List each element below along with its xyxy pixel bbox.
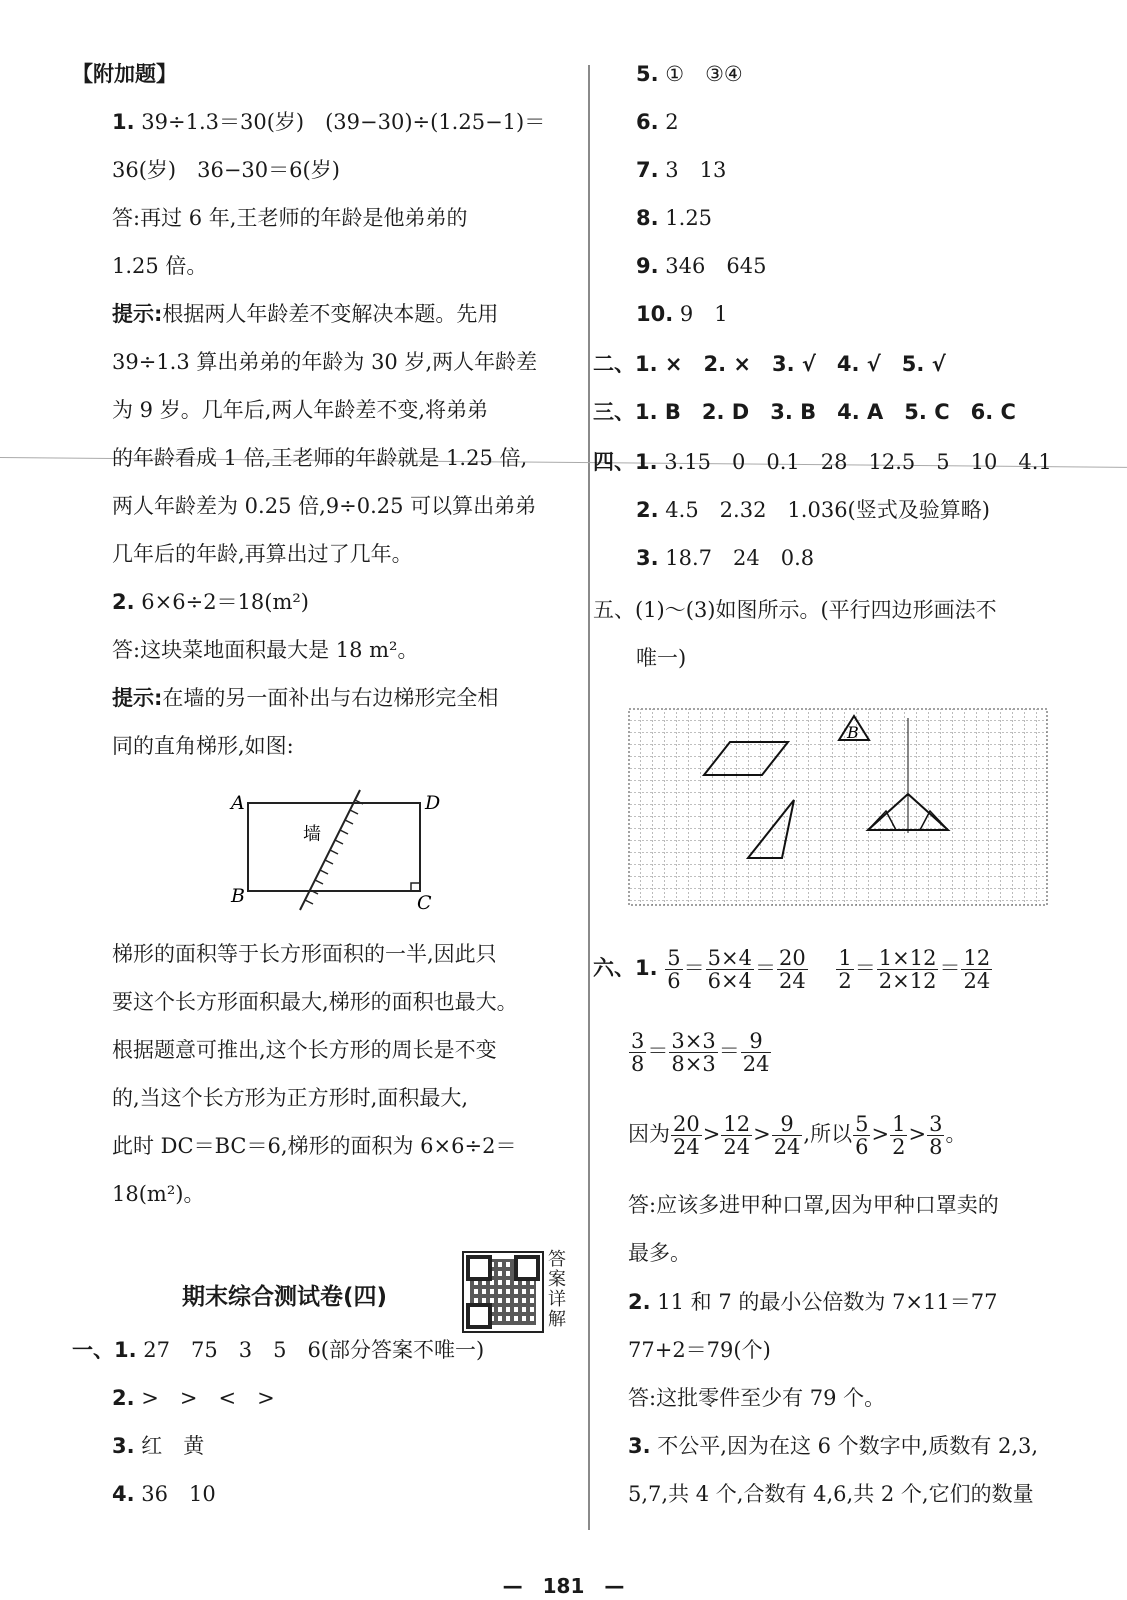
item-number: 3.	[628, 1434, 651, 1458]
wall-hatching	[305, 800, 363, 904]
fraction-line-2: $\frac{3}{8}$ ＝ $\frac{3\times 3}{8\times 3}$ ＝ $\frac{9}{24}$	[631, 1029, 770, 1077]
item-number: 2.	[636, 498, 659, 522]
qr-code[interactable]	[462, 1251, 544, 1333]
right-line: 5. ① ③④	[636, 62, 743, 86]
grid-background	[629, 709, 1047, 905]
left-line: 根据题意可推出,这个长方形的周长是不变	[112, 1038, 497, 1062]
right-angle-mark	[411, 883, 420, 891]
left-line: 提示:在墙的另一面补出与右边梯形完全相	[112, 686, 499, 710]
column-divider	[588, 65, 590, 1530]
left-line: 39÷1.3 算出弟弟的年龄为 30 岁,两人年龄差	[112, 350, 538, 374]
right-line: 7. 3 13	[636, 158, 727, 182]
fraction: $\frac{9}{24}$	[773, 1112, 801, 1160]
right-line: 答:应该多进甲种口罩,因为甲种口罩卖的	[628, 1193, 999, 1217]
hint-label: 提示:	[112, 302, 163, 326]
right-line: 9. 346 645	[636, 254, 767, 278]
item-number: 10.	[636, 302, 674, 326]
left-line: 1. 39÷1.3＝30(岁) (39−30)÷(1.25−1)＝	[112, 110, 546, 134]
label-d: D	[425, 792, 441, 814]
label-wall: 墙	[303, 824, 321, 845]
fraction-line-1: 六、1. $\frac{5}{6}$ ＝ $\frac{5\times 4}{6\times 4}$ ＝ $\frac{20}{24}$ $\frac{1}{2}$ ＝ $\frac{1\times 12}{2\times 12}$ ＝ $\frac{12}{24}$	[593, 946, 991, 994]
left-line: 的年龄看成 1 倍,王老师的年龄就是 1.25 倍,	[112, 446, 528, 470]
left-line: 几年后的年龄,再算出过了几年。	[112, 542, 413, 566]
fraction: $\frac{12}{24}$	[963, 946, 991, 994]
right-line: 2. 4.5 2.32 1.036(竖式及验算略)	[636, 498, 990, 522]
right-line: 四、1. 3.15 0 0.1 28 12.5 5 10 4.1	[593, 450, 1052, 474]
right-line: 唯一)	[636, 646, 687, 670]
left-line: 答:这块菜地面积最大是 18 m²。	[112, 638, 419, 662]
left-line: 1.25 倍。	[112, 254, 208, 278]
item-number: 2.	[112, 590, 135, 614]
left-line: 为 9 岁。几年后,两人年龄差不变,将弟弟	[112, 398, 489, 422]
right-line: 五、(1)～(3)如图所示。(平行四边形画法不	[593, 598, 997, 622]
item-number: 7.	[636, 158, 659, 182]
item-number: 2.	[628, 1290, 651, 1314]
left-line: 答:再过 6 年,王老师的年龄是他弟弟的	[112, 206, 468, 230]
right-line: 三、1. B 2. D 3. B 4. A 5. C 6. C	[593, 400, 1016, 424]
label-a: A	[231, 792, 245, 814]
right-line: 答:这批零件至少有 79 个。	[628, 1386, 886, 1410]
right-line: 3. 不公平,因为在这 6 个数字中,质数有 2,3,	[628, 1434, 1039, 1458]
right-line: 3. 18.7 24 0.8	[636, 546, 815, 570]
qr-side-label: 答 案 详 解	[548, 1249, 566, 1330]
left-line: 2. 6×6÷2＝18(m²)	[112, 590, 309, 614]
fraction: $\frac{20}{24}$	[673, 1112, 700, 1160]
left-line: 18(m²)。	[112, 1182, 205, 1206]
item-number: 6.	[636, 110, 659, 134]
left-line: 36(岁) 36−30＝6(岁)	[112, 158, 340, 182]
fraction: $\frac{1\times 12}{2\times 12}$	[878, 946, 937, 994]
page-number: — 181 —	[502, 1574, 625, 1598]
item-number: 9.	[636, 254, 659, 278]
fraction-compare-line: 因为 $\frac{20}{24}$ > $\frac{12}{24}$ > $\frac{9}{24}$ ,所以 $\frac{5}{6}$ > $\frac{1}{2}$ > $\frac{3}{8}$ 。	[628, 1112, 967, 1160]
item-number: 5.	[636, 62, 659, 86]
left-line: 3. 红 黄	[112, 1434, 205, 1458]
fraction: $\frac{9}{24}$	[742, 1029, 770, 1077]
left-line: 2. > > < >	[112, 1386, 275, 1410]
label-c: C	[417, 892, 432, 914]
item-number: 六、1.	[593, 956, 658, 981]
left-line: 一、1. 27 75 3 5 6(部分答案不唯一)	[72, 1338, 485, 1362]
left-line: 两人年龄差为 0.25 倍,9÷0.25 可以算出弟弟	[112, 494, 537, 518]
fraction: $\frac{3}{8}$	[631, 1029, 645, 1077]
item-number: 一、1.	[72, 1338, 137, 1362]
left-line: 要这个长方形面积最大,梯形的面积也最大。	[112, 990, 518, 1014]
item-number: 2.	[112, 1386, 135, 1410]
right-line: 8. 1.25	[636, 206, 713, 230]
fraction: $\frac{3}{8}$	[929, 1112, 943, 1160]
right-line: 最多。	[628, 1241, 691, 1265]
left-line: 提示:根据两人年龄差不变解决本题。先用	[112, 302, 499, 326]
fraction: $\frac{1}{2}$	[892, 1112, 906, 1160]
left-line: 4. 36 10	[112, 1482, 216, 1506]
item-number: 1.	[112, 110, 135, 134]
left-line: 的,当这个长方形为正方形时,面积最大,	[112, 1086, 469, 1110]
item-number: 3.	[636, 546, 659, 570]
fraction: $\frac{20}{24}$	[778, 946, 806, 994]
right-line: 5,7,共 4 个,合数有 4,6,共 2 个,它们的数量	[628, 1482, 1034, 1506]
fraction: $\frac{5}{6}$	[855, 1112, 869, 1160]
item-number: 8.	[636, 206, 659, 230]
right-line: 2. 11 和 7 的最小公倍数为 7×11＝77	[628, 1290, 998, 1314]
left-line: 此时 DC＝BC＝6,梯形的面积为 6×6÷2＝	[112, 1134, 517, 1158]
section-heading-bonus: 【附加题】	[72, 62, 177, 86]
fraction: $\frac{12}{24}$	[723, 1112, 751, 1160]
right-line: 二、1. × 2. × 3. √ 4. √ 5. √	[593, 352, 946, 376]
test-paper-title: 期末综合测试卷(四)	[182, 1284, 388, 1310]
right-line: 6. 2	[636, 110, 679, 134]
rectangle-abcd	[248, 803, 420, 891]
right-line: 77+2＝79(个)	[628, 1338, 771, 1362]
fraction: $\frac{5}{6}$	[667, 946, 681, 994]
item-number: 四、1.	[593, 450, 658, 474]
fraction: $\frac{1}{2}$	[838, 946, 852, 994]
trapezoid-wall-figure	[225, 785, 455, 915]
left-line: 梯形的面积等于长方形面积的一半,因此只	[112, 942, 497, 966]
left-line: 同的直角梯形,如图:	[112, 734, 294, 758]
hint-label: 提示:	[112, 686, 163, 710]
fraction: $\frac{3\times 3}{8\times 3}$	[671, 1029, 716, 1077]
item-number: 3.	[112, 1434, 135, 1458]
fraction: $\frac{5\times 4}{6\times 4}$	[707, 946, 752, 994]
label-b: B	[231, 885, 245, 907]
item-number: 4.	[112, 1482, 135, 1506]
right-line: 10. 9 1	[636, 302, 728, 326]
grid-figure	[628, 708, 1050, 908]
triangle-b-label: B	[847, 723, 859, 742]
